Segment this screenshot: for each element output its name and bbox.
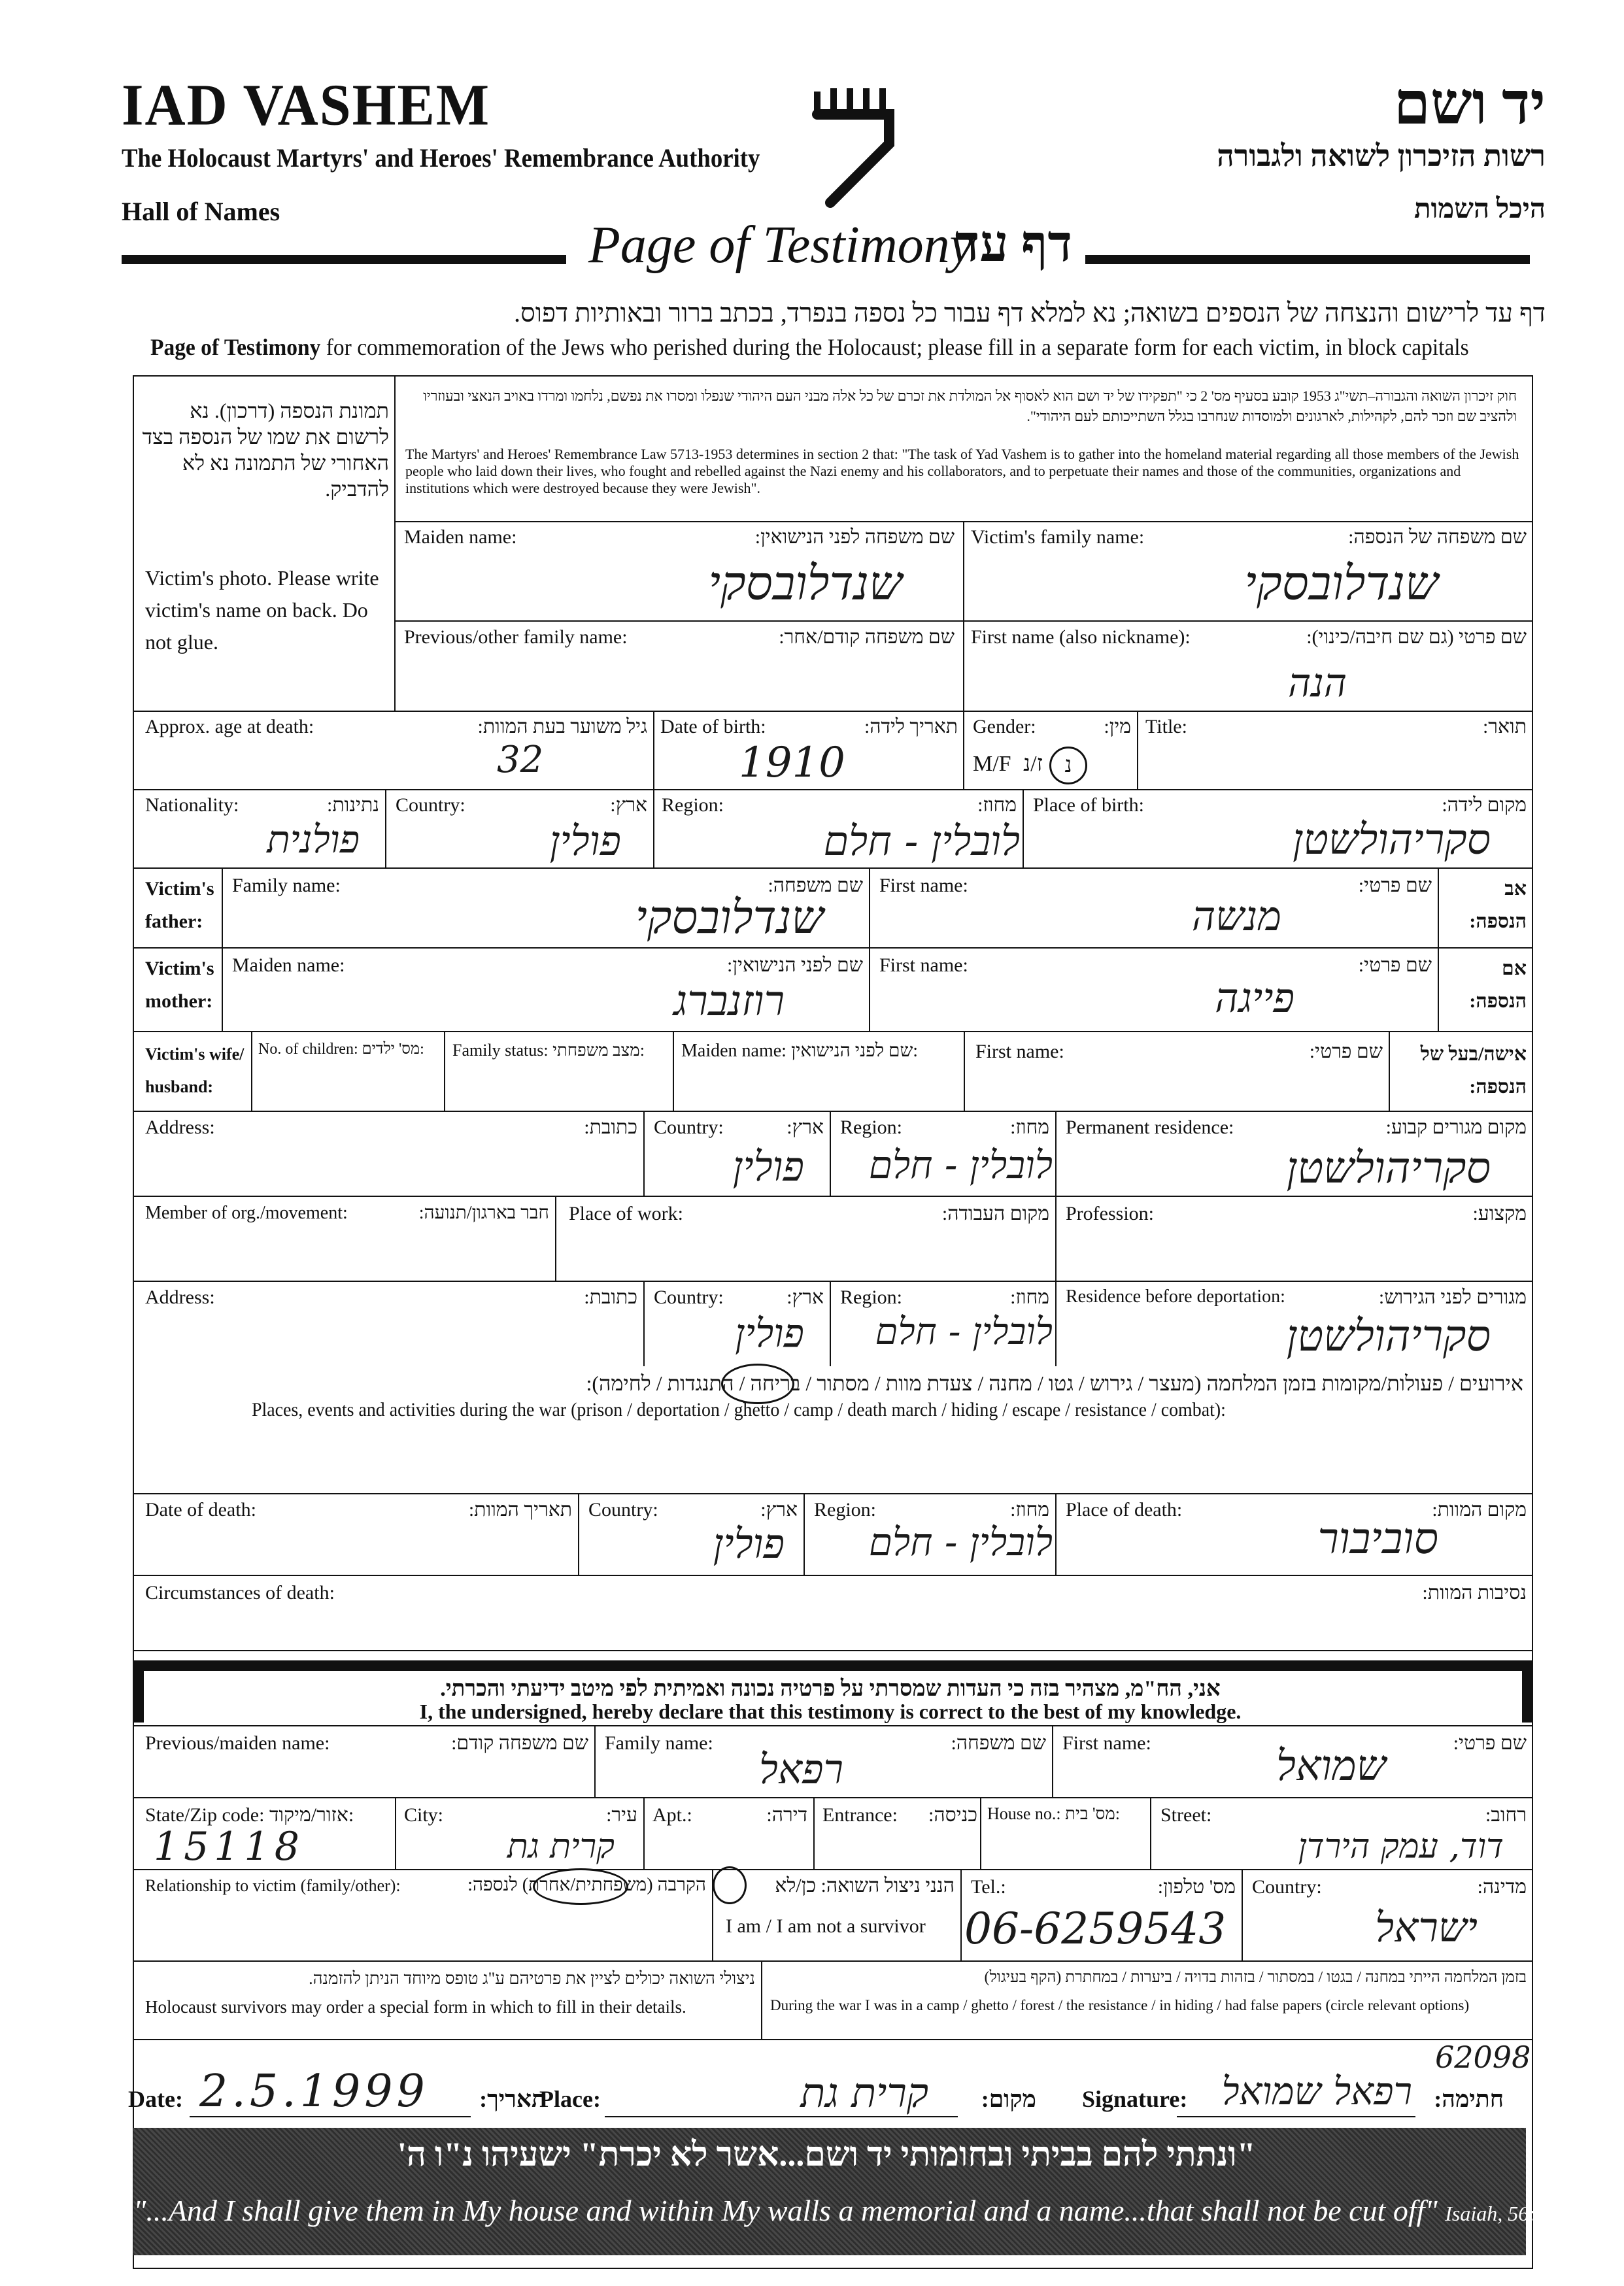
dep-region-label-en: Region: (840, 1286, 902, 1308)
intro-en-bold: Page of Testimony (150, 334, 321, 360)
pob-value[interactable]: סקריהולשטן (1293, 816, 1491, 864)
zip-label-he-text: אזור/מיקוד: (269, 1804, 354, 1826)
prev-name-label-he: שם משפחה קודם/אחר: (779, 626, 955, 648)
spouse-first-label-en: First name: (975, 1041, 1064, 1062)
law-he: חוק זיכרון השואה והגבורה–תשי"ג 1953 קובע בסעיף מס' 2 כי "תפקידו של יד ושם הוא לאסוף אל המולדת את זכרם של כל אלה מבני העם היהודי שנפלו ומסרו את נפשם, נלחמו ומרדו באויב הנאצי ובעוזריו ולהציב שם וזכר להם, לקהילות, לארגונים ולמוסדות שנחרבו בגלל השתייכותם לעם היהודי". (423, 388, 1517, 424)
place-label-he: מקום: (981, 2086, 1036, 2112)
death-region-value[interactable]: לובלין - חלם (868, 1520, 1053, 1564)
dob-value[interactable]: 1910 (739, 739, 845, 787)
victim-maiden-value[interactable]: שנדלובסקי (708, 556, 902, 611)
nationality-value[interactable]: פולנית (267, 817, 360, 862)
res-country-label-he: ארץ: (787, 1117, 824, 1138)
title-label-he: תואר: (1482, 716, 1527, 737)
dep-address-label-en: Address: (145, 1286, 215, 1308)
signature-label-en: Signature: (1082, 2086, 1188, 2112)
zip-value[interactable]: 15118 (154, 1824, 305, 1870)
apt-label-en: Apt.: (652, 1804, 692, 1826)
death-place-label-he: מקום המוות: (1432, 1499, 1527, 1521)
gender-options[interactable] (973, 752, 1043, 777)
date-label-en: Date: (128, 2086, 183, 2112)
status-label (452, 1041, 645, 1060)
spouse-maiden-label-en: Maiden name: (681, 1041, 787, 1061)
nationality-label-he: נתינות: (327, 794, 379, 816)
verse-en: "...And I shall give them in My house and within My walls a memorial and a name...that shall not be cut off" (133, 2194, 1438, 2227)
date-label-he: תאריך: (479, 2086, 546, 2112)
events-en: Places, events and activities during the war (prison / deportation / ghetto / camp / death march / hiding / escape / resistance / combat): (252, 1399, 1226, 1420)
status-label-en: Family status: (452, 1041, 549, 1060)
events-value[interactable] (144, 1432, 1523, 1487)
father-side-he: אב הנספה: (1469, 878, 1527, 932)
region-label-he: מחוז: (977, 794, 1017, 816)
country-label-he: ארץ: (610, 794, 647, 816)
profession-label-he: מקצוע: (1472, 1203, 1527, 1224)
first-name-label-en: First name (also nickname): (971, 626, 1191, 648)
nationality-label-en: Nationality: (145, 794, 239, 816)
victim-family-value[interactable]: שנדלובסקי (1244, 556, 1438, 611)
sub-family-label-en: Family name: (605, 1732, 713, 1754)
prev-name-label-en: Previous/other family name: (404, 626, 628, 648)
war-he: בזמן המלחמה הייתי במחנה / בגטו / במסתור / בזהות בדויה / ביערות / במחתרת (הקף בעיגול) (984, 1969, 1527, 1986)
father-first-label-he: שם פרטי: (1358, 875, 1432, 896)
death-circ-label-he: נסיבות המוות: (1422, 1582, 1527, 1604)
place-label-en: Place: (539, 2086, 601, 2112)
age-label-he: גיל משוער בעת המוות: (477, 716, 647, 737)
victim-first-name-value[interactable]: הנה (1288, 660, 1347, 706)
gender-circle-text: נ (1064, 753, 1072, 777)
birth-region-value[interactable]: לובלין - חלם (823, 817, 1020, 865)
country-label-en: Country: (396, 794, 465, 816)
region-label-en: Region: (662, 794, 724, 816)
dep-country-label-en: Country: (654, 1286, 724, 1308)
pob-label-he: מקום לידה: (1442, 794, 1527, 816)
stamp-number: 62098 (1435, 2040, 1531, 2075)
gender-options-en: M/F (973, 752, 1011, 776)
photo-box-he: תמונת הנספה (דרכון). נא לרשום את שמו של הנספה בצד האחורי של התמונה נא לא להדביק. (142, 399, 389, 501)
res-country-label-en: Country: (654, 1117, 724, 1138)
sub-country-label-he: מדינה: (1477, 1876, 1527, 1898)
dep-country-value[interactable]: פולין (735, 1311, 804, 1356)
survivors-en: Holocaust survivors may order a special form in which to fill in their details. (145, 1997, 686, 2017)
war-en: During the war I was in a camp / ghetto / forest / the resistance / in hiding / had false papers (circle relevant options) (770, 1997, 1470, 2013)
survivor-circle (713, 1866, 747, 1904)
verse-ref: Isaiah, 56:5 (1445, 2202, 1546, 2225)
title-label-en: Title: (1145, 716, 1187, 737)
sub-family-label-he: שם משפחה: (951, 1732, 1046, 1754)
rel-label-he: הקרבה (משפחתית/אחרת) לנספה: (467, 1875, 706, 1895)
entrance-label-en: Entrance: (822, 1804, 898, 1826)
date-value[interactable]: 2.5.1999 (199, 2066, 429, 2117)
gender-circle (1049, 747, 1087, 784)
death-region-label-he: מחוז: (1010, 1499, 1049, 1521)
death-place-value[interactable]: סוביבור (1317, 1513, 1438, 1564)
death-country-label-he: ארץ: (760, 1499, 798, 1521)
spouse-maiden-label-he: שם לפני הנישואין: (790, 1041, 919, 1061)
law-en: The Martyrs' and Heroes' Remembrance Law 5713-1953 determines in section 2 that: "The task of Yad Vashem is to gather into the homeland material regarding all those members of the Jewish people who laid down their lives, who fought and rebelled against the Nazi enemy and his collaborators, and to perpetuate their names and those of the communities, organizations and institutions which were destroyed because they were Jewish". (405, 446, 1519, 496)
verse-he: "ונתתי להם בביתי ובחומותי יד ושם...אשר לא יכרת" ישעיהו נ"ו ה' (397, 2136, 1256, 2174)
sub-family-value[interactable]: רפאל (758, 1745, 843, 1793)
sub-first-label-en: First name: (1062, 1732, 1151, 1754)
death-country-value[interactable]: פולין (713, 1520, 785, 1568)
father-side-en: Victim's father: (145, 878, 214, 932)
res-country-value[interactable]: פולין (732, 1143, 804, 1190)
work-label-he: מקום העבודה: (941, 1203, 1049, 1224)
age-value[interactable]: 32 (497, 739, 544, 781)
children-label-he: מס' ילדים: (362, 1041, 424, 1058)
father-first-value[interactable]: מנשה (1191, 892, 1281, 940)
zip-label-en-text: State/Zip code: (145, 1804, 265, 1826)
mother-maiden-label-en: Maiden name: (232, 954, 345, 976)
spouse-side-en: Victim's wife/ husband: (145, 1045, 245, 1096)
street-value[interactable]: דוד, עמק הירדן (1298, 1827, 1504, 1866)
res-address-label-en: Address: (145, 1117, 215, 1138)
maiden-label-en: Maiden name: (404, 526, 517, 548)
signature-label-he: חתימה: (1434, 2086, 1504, 2112)
sub-country-value[interactable]: ישראל (1375, 1904, 1478, 1951)
intro-he: דף עד לרישום והנצחה של הנספים בשואה; נא למלא דף עבור כל נספה בנפרד, בכתב ברור ובאותיות דפוס. (513, 298, 1546, 328)
survivor-label-en: I am / I am not a survivor (726, 1915, 926, 1937)
sub-first-value[interactable]: שמואל (1276, 1742, 1386, 1790)
apt-label-he: דירה: (766, 1804, 807, 1826)
declaration-he: אני, הח"מ, מצהיר בזה כי העדות שמסרתי על פרטיה נכונה ואמיתית לפי מיטב ידיעתי והכרתי. (440, 1677, 1221, 1701)
gender-label-he: מין: (1104, 716, 1131, 737)
sub-prev-label-en: Previous/maiden name: (145, 1732, 330, 1754)
org-latin: IAD VASHEM (122, 71, 491, 138)
father-family-label-en: Family name: (232, 875, 341, 896)
authority-he: רשות הזיכרון לשואה ולגבורה (1217, 139, 1546, 173)
sub-prev-label-he: שם משפחה קודם: (451, 1732, 588, 1754)
dep-country-label-he: ארץ: (787, 1286, 824, 1308)
org-hebrew: יד ושם (1393, 72, 1546, 137)
authority-en: The Holocaust Martyrs' and Heroes' Remembrance Authority (122, 143, 760, 173)
father-family-value[interactable]: שנדלובסקי (635, 890, 824, 944)
sub-first-label-he: שם פרטי: (1453, 1732, 1527, 1754)
spouse-first-label-he: שם פרטי: (1309, 1041, 1383, 1062)
res-address-label-he: כתובת: (584, 1117, 637, 1138)
mother-side-en: Victim's mother: (145, 958, 214, 1012)
mother-maiden-value[interactable]: רוזנברג (673, 977, 785, 1026)
status-label-he: מצב משפחתי: (552, 1041, 645, 1060)
entrance-label-he: כניסה: (928, 1804, 977, 1826)
death-country-label-en: Country: (588, 1499, 658, 1521)
title-he: דף עד (955, 215, 1072, 272)
perm-res-label-he: מקום מגורים קבוע: (1385, 1117, 1527, 1138)
verse-en-line (133, 2193, 1546, 2228)
prev-name-value[interactable] (654, 667, 850, 699)
city-label-en: City: (404, 1804, 444, 1826)
res-region-label-en: Region: (840, 1117, 902, 1138)
dob-label-en: Date of birth: (660, 716, 766, 737)
dep-res-label-he: מגורים לפני הגירוש: (1378, 1286, 1527, 1308)
photo-box-en: Victim's photo. Please write victim's name on back. Do not glue. (145, 566, 379, 654)
res-region-value[interactable]: לובלין - חלם (868, 1143, 1053, 1187)
tel-label-he: מס' טלפון: (1157, 1876, 1236, 1898)
house-label (987, 1804, 1120, 1824)
signature-value[interactable]: רפאל שמואל (1221, 2069, 1412, 2113)
profession-label-en: Profession: (1066, 1203, 1154, 1224)
street-label-en: Street: (1160, 1804, 1212, 1826)
age-label-en: Approx. age at death: (145, 716, 314, 737)
mother-first-label-en: First name: (879, 954, 968, 976)
intro-en-text: for commemoration of the Jews who perished during the Holocaust; please fill in a separate form for each victim, in block capitals (326, 334, 1469, 360)
hall-en: Hall of Names (122, 197, 280, 226)
rel-circle (533, 1868, 628, 1905)
work-label-en: Place of work: (569, 1203, 683, 1224)
gender-label-en: Gender: (973, 716, 1036, 737)
death-date-label-en: Date of death: (145, 1499, 256, 1521)
first-name-label-he: שם פרטי (גם שם חיבה/כינוי): (1306, 626, 1527, 648)
birth-country-value[interactable]: פולין (549, 817, 621, 865)
perm-res-value[interactable]: סקריהולשטן (1286, 1143, 1491, 1193)
mother-maiden-label-he: שם לפני הנישואין: (727, 954, 863, 976)
father-family-label-he: שם משפחה: (768, 875, 863, 896)
declaration-en: I, the undersigned, hereby declare that this testimony is correct to the best of my knowledge. (419, 1700, 1242, 1723)
tel-value[interactable]: 06-6259543 (964, 1904, 1226, 1954)
sub-country-label-en: Country: (1252, 1876, 1322, 1898)
city-value[interactable]: קרית גת (507, 1827, 615, 1866)
street-label-he: רחוב: (1485, 1804, 1527, 1826)
place-value[interactable]: קרית גת (800, 2069, 928, 2117)
death-date-label-he: תאריך המוות: (468, 1499, 572, 1521)
zip-label-en (145, 1804, 354, 1826)
title-en: Page of Testimony (588, 216, 973, 274)
mother-first-label-he: שם פרטי: (1358, 954, 1432, 976)
mother-first-value[interactable]: פייגה (1215, 974, 1294, 1022)
city-label-he: עיר: (606, 1804, 637, 1826)
house-label-he: מס' בית: (1065, 1804, 1120, 1823)
father-first-label-en: First name: (879, 875, 968, 896)
family-label-he: שם משפחה של הנספה: (1348, 526, 1527, 548)
dep-res-label-en: Residence before deportation: (1066, 1286, 1285, 1307)
dep-region-value[interactable]: לובלין - חלם (875, 1311, 1053, 1353)
member-label-he: חבר בארגון/תנועה: (418, 1203, 549, 1223)
pob-label-en: Place of birth: (1033, 794, 1144, 816)
house-label-en: House no.: (987, 1804, 1061, 1823)
survivors-he: ניצולי השואה יכולים לציין את פרטיהם ע"ג טופס מיוחד הניתן להזמנה. (309, 1969, 755, 1988)
dob-label-he: תאריך לידה: (864, 716, 958, 737)
spouse-maiden-label (681, 1041, 918, 1062)
spouse-side-he: אישה/בעל של הנספה: (1420, 1043, 1527, 1098)
member-label-en: Member of org./movement: (145, 1203, 348, 1223)
dep-address-label-he: כתובת: (584, 1286, 637, 1308)
children-label-en: No. of children: (258, 1041, 358, 1058)
camp-circle (721, 1364, 794, 1404)
maiden-label-he: שם משפחה לפני הנישואין: (754, 526, 955, 548)
survivor-label-he: הנני ניצול השואה: כן/לא (775, 1875, 955, 1896)
death-circ-label-en: Circumstances of death: (145, 1582, 335, 1604)
res-region-label-he: מחוז: (1010, 1117, 1049, 1138)
events-he: אירועים / פעולות/מקומות בזמן המלחמה (מעצר / גירוש / גטו / מחנה / צעדת מוות / מסתור / בריחה / התנגדות / לחימה): (586, 1371, 1523, 1395)
hall-he: היכל השמות (1414, 194, 1546, 224)
death-region-label-en: Region: (814, 1499, 876, 1521)
family-label-en: Victim's family name: (971, 526, 1145, 548)
mother-side-he: אם הנספה: (1469, 958, 1527, 1012)
tel-label-en: Tel.: (971, 1876, 1006, 1898)
children-label (258, 1041, 424, 1058)
dep-res-value[interactable]: סקריהולשטן (1286, 1311, 1491, 1361)
gender-options-he: ז/נ (1023, 752, 1043, 776)
perm-res-label-en: Permanent residence: (1066, 1117, 1234, 1138)
dep-region-label-he: מחוז: (1010, 1286, 1049, 1308)
rel-label-en: Relationship to victim (family/other): (145, 1876, 401, 1895)
death-place-label-en: Place of death: (1066, 1499, 1183, 1521)
verse-band (133, 2128, 1546, 2255)
